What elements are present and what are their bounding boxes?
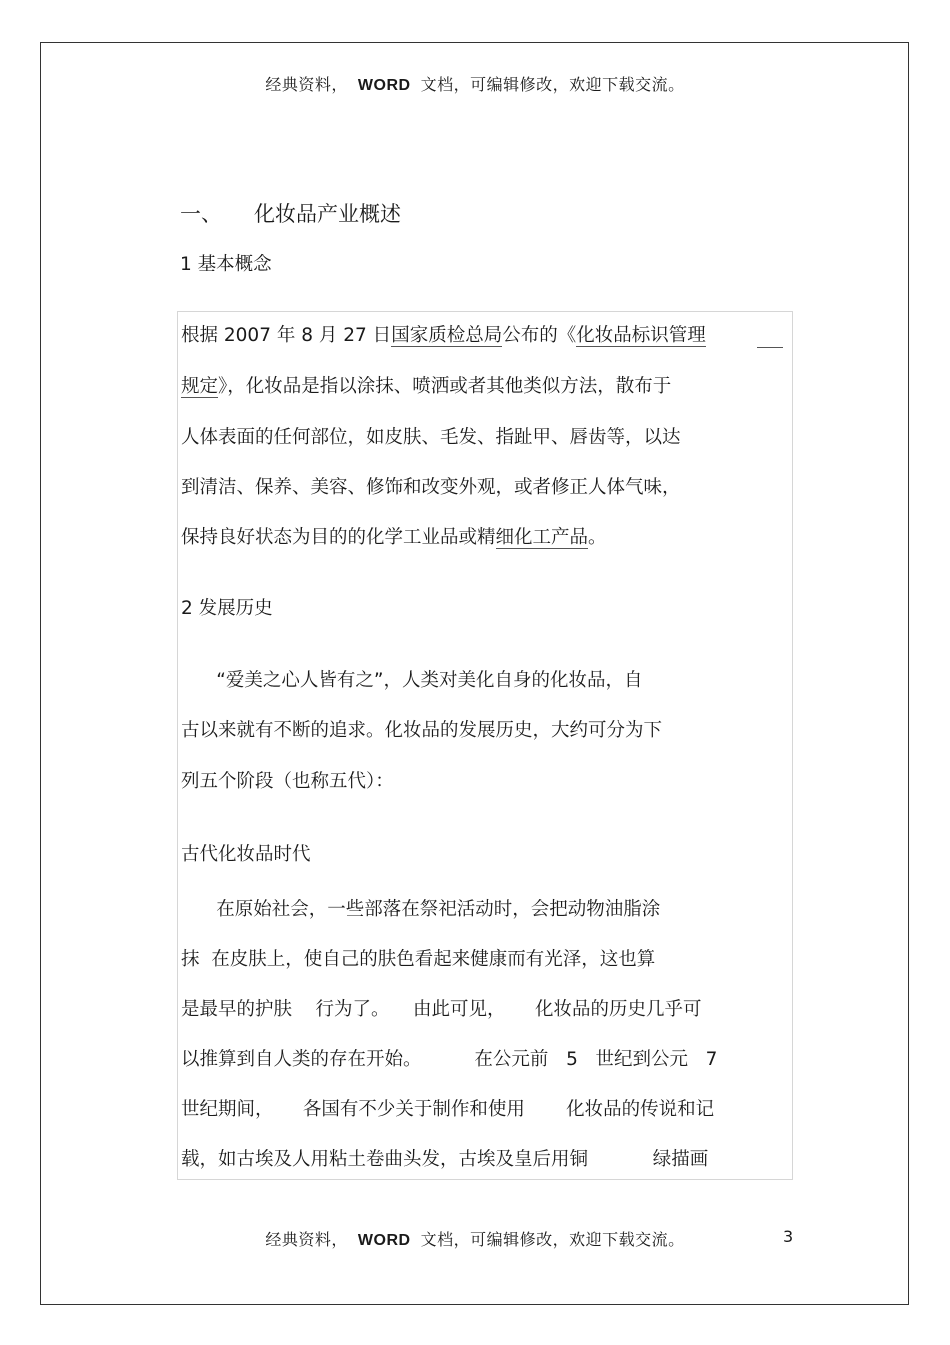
subsection-heading-1: 1 基本概念 — [180, 254, 272, 275]
para3-line-2: 抹 在皮肤上，使自己的肤色看起来健康而有光泽，这也算 — [181, 949, 656, 970]
subsection-heading-2: 2 发展历史 — [181, 598, 273, 619]
para3-line-5: 世纪期间， 各国有不少关于制作和使用 化妆品的传说和记 — [181, 1099, 715, 1120]
section-number: 一、 — [180, 202, 222, 226]
page-footer — [0, 1227, 950, 1250]
header-text-pre: 经典资料， — [265, 75, 348, 94]
footer-text-pre: 经典资料， — [265, 1230, 348, 1249]
para1-line-4: 到清洁、保养、美容、修饰和改变外观，或者修正人体气味， — [181, 477, 681, 498]
underline-extension — [757, 347, 783, 348]
footer-text-post: 文档，可编辑修改，欢迎下载交流。 — [420, 1230, 685, 1249]
section-heading — [180, 198, 401, 228]
para1-line-3: 人体表面的任何部位，如皮肤、毛发、指趾甲、唇齿等，以达 — [181, 427, 681, 448]
page-number: 3 — [783, 1227, 794, 1246]
para3-line-3: 是最早的护肤 行为了。 由此可见， 化妆品的历史几乎可 — [181, 999, 702, 1020]
header-word: WORD — [357, 77, 411, 94]
para1-line-5: 保持良好状态为目的的化学工业品或精细化工产品。 — [181, 527, 607, 548]
para2-line-2: 古以来就有不断的追求。化妆品的发展历史，大约可分为下 — [181, 720, 663, 741]
section-title: 化妆品产业概述 — [254, 202, 401, 226]
para2-line-3: 列五个阶段（也称五代）： — [181, 771, 394, 792]
link-fine-chemical[interactable]: 细化工产品 — [495, 527, 589, 548]
para2-line-1: “爱美之心人皆有之”，人类对美化自身的化妆品，自 — [181, 670, 643, 691]
para3-line-4: 以推算到自人类的存在开始。 在公元前 5 世纪到公元 7 — [181, 1049, 718, 1070]
link-regulation[interactable]: 化妆品标识管理 — [576, 325, 706, 346]
link-regulation-cont[interactable]: 规定 — [181, 376, 219, 397]
link-agency[interactable]: 国家质检总局 — [391, 325, 503, 346]
para1-line-1: 根据 2007 年 8 月 27 日国家质检总局公布的《化妆品标识管理 — [181, 325, 706, 346]
para3-line-6: 载，如古埃及人用粘土卷曲头发，古埃及皇后用铜 绿描画 — [181, 1149, 709, 1170]
para1-line-2: 规定》，化妆品是指以涂抹、喷洒或者其他类似方法，散布于 — [181, 376, 672, 397]
footer-word: WORD — [357, 1232, 411, 1249]
page-header — [0, 72, 950, 95]
header-text-post: 文档，可编辑修改，欢迎下载交流。 — [420, 75, 685, 94]
para3-line-1: 在原始社会，一些部落在祭祀活动时，会把动物油脂涂 — [181, 899, 661, 920]
era-heading: 古代化妆品时代 — [181, 844, 311, 865]
